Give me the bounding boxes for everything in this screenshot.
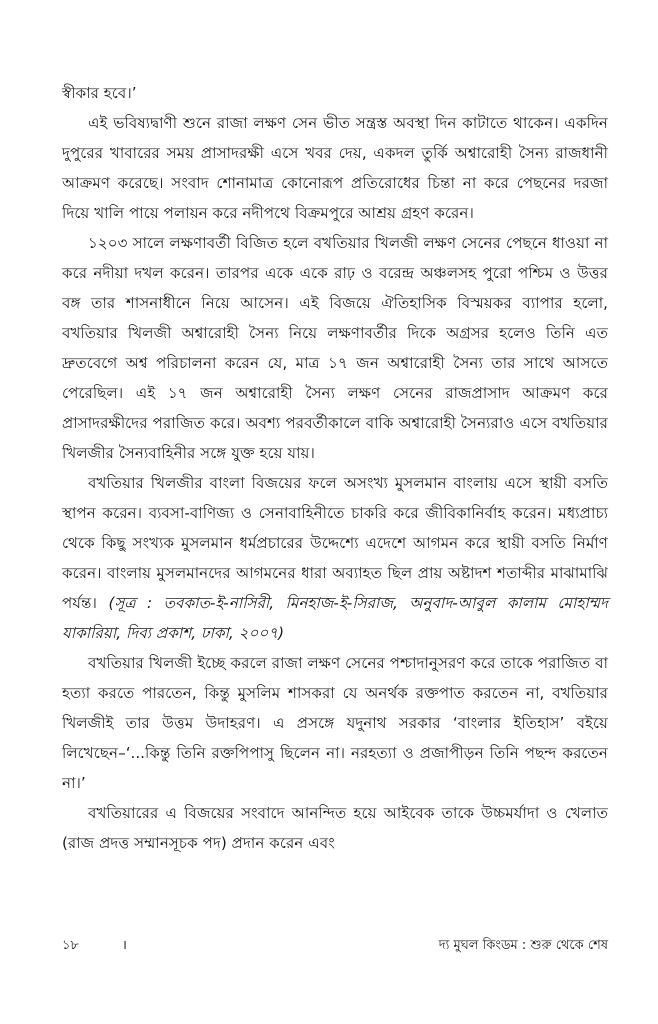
footer-separator: ।: [122, 938, 127, 953]
paragraph-aibek-honor: বখতিয়ারের এ বিজয়ের সংবাদে আনন্দিত হয়ে আইবেক তাকে উচ্চমর্যাদা ও খেলাত (রাজ প্রদত্ত সম্মানসূচক পদ) প্রদান করেন এবং: [62, 804, 608, 852]
paragraph-no-bloodshed: বখতিয়ার খিলজী ইচ্ছে করলে রাজা লক্ষণ সেনের পশ্চাদানুসরণ করে তাকে পরাজিত বা হত্যা করতে পারতেন, কিন্তু মুসলিম শাসকরা যে অনর্থক রক্তপাত করতেন না, বখতিয়ার খিলজীই তার উত্তম উদাহরণ। এ প্রসঙ্গে যদুনাথ সরকার ‘বাংলার ইতিহাস’ বইয়ে লিখেছেন–‘...কিন্তু তিনি রক্তপিপাসু ছিলেন না। নরহত্যা ও প্রজাপীড়ন তিনি পছন্দ করতেন না।’: [62, 654, 608, 792]
running-title: দ্য মুঘল কিংডম : শুরু থেকে শেষ: [438, 938, 608, 953]
paragraph-lakshman-flight: এই ভবিষ্যদ্বাণী শুনে রাজা লক্ষণ সেন ভীত সন্ত্রস্ত অবস্থা দিন কাটাতে থাকেন। একদিন দুপুরের খাবারের সময় প্রাসাদরক্ষী এসে খবর দেয়, একদল তুর্কি অশ্বারোহী সৈন্য রাজধানী আক্রমণ করেছে। সংবাদ শোনামাত্র কোনোরূপ প্রতিরোধের চিন্তা না করে পেছনের দরজা দিয়ে খালি পায়ে পলায়ন করে নদীপথে বিক্রমপুরে আশ্রয় গ্রহণ করেন।: [62, 114, 608, 222]
paragraph-continuation: স্বীকার হবে।’: [62, 84, 137, 102]
source-citation: (সূত্র : তবকাত-ই-নাসিরী, মিনহাজ-ই-সিরাজ, অনুবাদ-আবুল কালাম মোহাম্মদ যাকারিয়া, দিব্য প্রকাশ, ঢাকা, ২০০৭): [62, 594, 609, 642]
paragraph-muslim-settlement-text: বখতিয়ার খিলজীর বাংলা বিজয়ের ফলে অসংখ্য মুসলমান বাংলায় এসে স্থায়ী বসতি স্থাপন করেন। ব্যবসা-বাণিজ্য ও সেনাবাহিনীতে চাকরি করে জীবিকানির্বাহ করেন। মধ্যপ্রাচ্য থেকে কিছু সংখ্যক মুসলমান ধর্মপ্রচারের উদ্দেশ্যে এদেশে আগমন করে স্থায়ী বসতি নির্মাণ করেন। বাংলায় মুসলমানদের আগমনের ধারা অব্যাহত ছিল প্রায় অষ্টাদশ শতাব্দীর মাঝামাঝি পর্যন্ত।: [62, 474, 608, 612]
page-body: [62, 78, 608, 858]
paragraph-muslim-settlement: [62, 468, 608, 648]
page-footer: [62, 934, 608, 958]
paragraph-conquest-1203: ১২০৩ সালে লক্ষণাবর্তী বিজিত হলে বখতিয়ার খিলজী লক্ষণ সেনের পেছনে ধাওয়া না করে নদীয়া দখল করেন। তারপর একে একে রাঢ় ও বরেন্দ্র অঞ্চলসহ পুরো পশ্চিম ও উত্তর বঙ্গ তার শাসনাধীনে নিয়ে আসেন। এই বিজয়ে ঐতিহাসিক বিস্ময়কর ব্যাপার হলো, বখতিয়ার খিলজী অশ্বারোহী সৈন্য নিয়ে লক্ষণাবর্তীর দিকে অগ্রসর হলেও তিনি এত দ্রুতবেগে অশ্ব পরিচালনা করেন যে, মাত্র ১৭ জন অশ্বারোহী সৈন্য তার সাথে আসতে পেরেছিল। এই ১৭ জন অশ্বারোহী সৈন্য লক্ষণ সেনের রাজপ্রাসাদ আক্রমণ করে প্রাসাদরক্ষীদের পরাজিত করে। অবশ্য পরবর্তীকালে বাকি অশ্বারোহী সৈন্যরাও এসে বখতিয়ার খিলজীর সৈন্যবাহিনীর সঙ্গে যুক্ত হয়ে যায়।: [62, 234, 608, 462]
page-number: ১৮: [62, 938, 79, 953]
